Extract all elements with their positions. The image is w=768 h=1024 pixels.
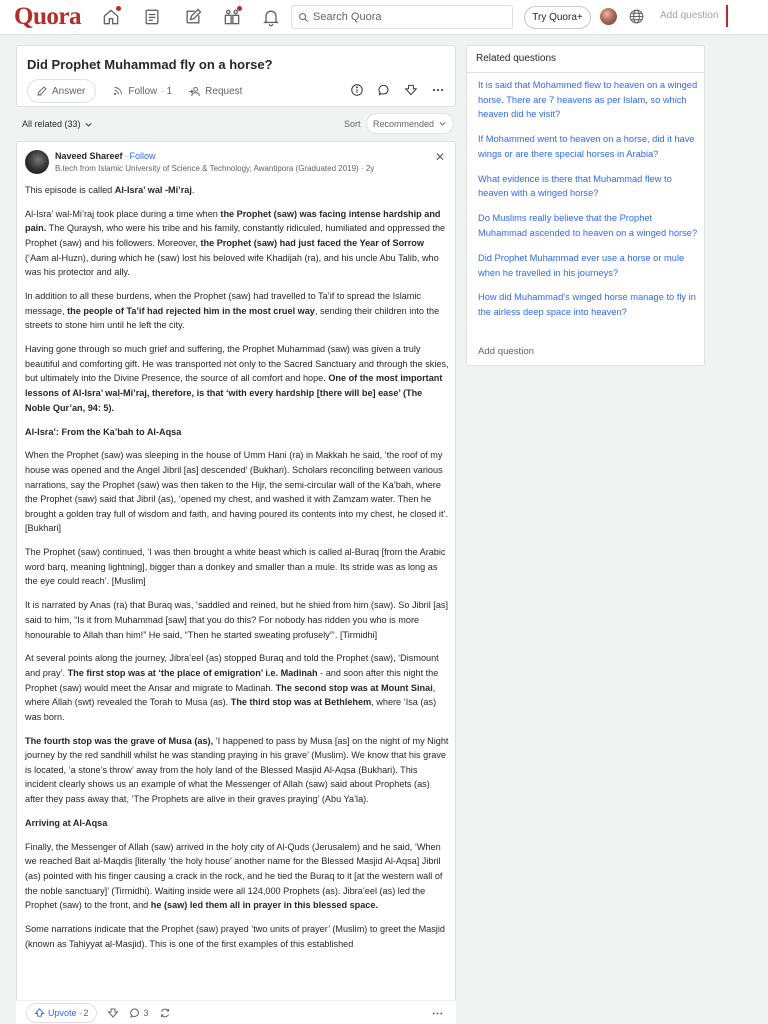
chevron-down-icon [438, 119, 447, 128]
text-run: (‘Aam al-Huzn), during which he (saw) lost his beloved wife Khadijah (ra), and his uncle Abu Talib, who was his protector and ally. [25, 252, 439, 278]
follow-question-button[interactable] [112, 85, 172, 97]
upvote-label: Upvote [48, 1007, 77, 1018]
request-button[interactable] [188, 85, 242, 98]
add-question-link[interactable]: Add question [660, 10, 719, 21]
sort-label: Sort [344, 119, 361, 129]
follow-label: Follow [128, 85, 158, 97]
sort-value: Recommended [372, 118, 435, 129]
sort-bar [16, 113, 456, 135]
related-questions-list [478, 78, 698, 330]
text-run: The Quraysh, who were his tribe and his family, constantly ridiculed, humiliated and oppressed the Prophet (saw) and his followers. Moreover, [25, 223, 446, 249]
text-run: Finally, the Messenger of Allah (saw) arrived in the holy city of Al-Quds (Jerusalem) and he said, ‘When we reached Bait al-Maqdis [literally ‘the holy house’ another name for the Blessed Masjid Al-Aqsa] Jibril (as) pointed with his finger causing a crack in the rock, and he tied the Buraq to it [at the western wall of the noble sanctuary]’ (Tirmidhi). Waiting inside were all 124,000 Prophets (as). Jibra’eel (as) led the Prophet (saw) to the front, and [25, 841, 443, 911]
user-avatar[interactable] [600, 8, 617, 25]
spaces-icon[interactable] [220, 5, 244, 29]
answer-paragraph [25, 545, 449, 589]
question-card [16, 45, 456, 107]
comment-icon[interactable] [377, 83, 391, 97]
bold-text: the Prophet (saw) was facing intense hardship and pain. [25, 208, 441, 234]
bold-text: One of the most important lessons of Al-Isra’ wal-Mi’raj, therefore, is that ‘with every hardship [there will be] ease’ (The Noble Qur’an, 94: 5). [25, 373, 443, 413]
bold-text: Al-Isra’: From the Ka’bah to Al-Aqsa [25, 426, 182, 437]
add-question-divider [726, 5, 728, 27]
author-name[interactable]: Naveed Shareef [55, 151, 123, 161]
home-icon[interactable] [99, 5, 123, 29]
answer-button[interactable] [27, 79, 96, 103]
all-related-label: All related (33) [22, 119, 81, 129]
upvote-button[interactable] [26, 1003, 97, 1023]
related-question-link[interactable]: It is said that Mohammed flew to heaven on a winged horse. There are 7 heavens as per Islam, so which heaven did he visit? [478, 80, 698, 120]
search-icon [298, 12, 309, 23]
bold-text: Al-Isra’ wal -Mi’raj [114, 185, 192, 195]
notification-dot [237, 6, 242, 11]
downvote-icon[interactable] [404, 83, 418, 97]
related-question-link[interactable]: What evidence is there that Muhammad flew to heaven with a winged horse? [478, 173, 672, 199]
request-label: Request [205, 85, 243, 97]
text-run: ‘I happened to pass by Musa [as] on the night of my Night journey by the red sandhill whilst he was standing praying in his grave’ (Muslim). We know that his grave is located, ‘a stone’s throw’ away from the holy land of the Blessed Masjid Al-Aqsa (Bukhari). This incident clearly shows us an example of what the Messenger of Allah (saw) said about Prophets (as) after they pass away that, ‘The Prophets are alive in their graves praying’ (Abu Ya’la). [25, 735, 449, 805]
related-questions-title: Related questions [467, 46, 704, 73]
follow-separator: · [161, 85, 165, 97]
answer-paragraph [25, 425, 449, 440]
text-run: Having gone through so much grief and suffering, the Prophet Muhammad (saw) was given a truly beautiful and comforting gift. He was transported not only to the Sacred Sanctuary and through the skies, but ultimately into the Divine Presence, the source of all comfort and hope. [25, 344, 449, 384]
text-run: , where Allah (swt) revealed the Torah to Musa (as). [25, 682, 436, 708]
language-globe-icon[interactable] [628, 8, 645, 25]
text-run: , sending their children into the streets to stone him until he left the city. [25, 305, 440, 331]
bold-text: The fourth stop was the grave of Musa (as), [25, 735, 214, 746]
upvote-separator: · [79, 1007, 83, 1018]
author-credential: B.tech from Islamic University of Science & Technology, Awantipora (Graduated 2019) · 2y [55, 164, 375, 173]
bold-text: The first stop was at ‘the place of emigration’ i.e. Madinah [67, 668, 318, 678]
follow-count: 1 [166, 85, 173, 97]
try-quora-plus-button[interactable]: Try Quora+ [524, 6, 591, 29]
notifications-icon[interactable] [259, 5, 283, 29]
search-input[interactable] [291, 5, 513, 29]
answer-paragraph [25, 342, 449, 415]
related-question-link[interactable]: Do Muslims really believe that the Prophet Muhammad ascended to heaven on a winged horse? [478, 213, 698, 238]
text-run: In addition to all these burdens, when the Prophet (saw) had travelled to Ta’if to spread the Islamic message, [25, 291, 421, 316]
bold-text: he (saw) led them all in prayer in this blessed space. [150, 900, 378, 911]
text-run: When the Prophet (saw) was sleeping in the house of Umm Hani (ra) in Makkah he said, ‘the roof of my house was opened and the Angel Jibril [as] descended’ (Bukhari). Scholars reconciling between various narrations, say the Prophet (saw) was then taken to the Hijr, the semi-circular wall of the Ka’bah, where the Prophet (saw) said that Jibril (as), ‘opened my chest, and washed it with Zamzam water. Then he brought a golden tray full of wisdom and faith, and having poured its contents into my chest, he closed it’. [Bukhari] [25, 450, 449, 534]
bold-text: The third stop was at Bethlehem [230, 697, 372, 708]
text-run: , where ‘Isa (as) was born. [25, 697, 437, 722]
bold-text: the people of Ta’if had rejected him in the most cruel way [67, 305, 315, 316]
all-related-filter[interactable] [22, 119, 93, 129]
add-question-link[interactable]: Add question [478, 346, 535, 357]
answer-paragraph [25, 598, 449, 642]
author-avatar[interactable] [25, 150, 49, 174]
related-question-link[interactable]: Did Prophet Muhammad ever use a horse or mule when he travelled in his journeys? [478, 252, 685, 278]
text-run: At several points along the journey, Jibra’eel (as) stopped Buraq and told the Prophet (saw), ‘Dismount and pray’. [25, 653, 439, 678]
answer-paragraph [25, 207, 449, 280]
text-run: Al-Isra’ wal-Mi’raj took place during a time when [25, 208, 221, 219]
text-run: This episode is called [25, 185, 115, 195]
bold-text: the Prophet (saw) had just faced the Year of Sorrow [200, 238, 424, 249]
follow-author-link[interactable]: Follow [129, 151, 156, 161]
chevron-down-icon [84, 120, 93, 129]
notification-dot [116, 6, 121, 11]
bold-text: Arriving at Al-Aqsa [25, 817, 108, 828]
downvote-icon[interactable] [107, 1007, 119, 1019]
text-run: . [191, 185, 195, 195]
share-icon[interactable] [159, 1007, 171, 1019]
close-icon[interactable]: ✕ [434, 150, 445, 164]
answer-body [25, 183, 449, 961]
bold-text: The second stop was at Mount Sinai [275, 682, 433, 693]
answer-paragraph [25, 922, 449, 951]
author-line [55, 151, 156, 161]
answer-label: Answer [52, 85, 86, 97]
quora-logo[interactable]: Quora [14, 3, 81, 30]
sort-dropdown[interactable] [366, 113, 454, 134]
comment-icon [129, 1007, 141, 1019]
question-actions [27, 79, 242, 103]
answer-paragraph [25, 448, 449, 536]
comment-count: 3 [143, 1007, 149, 1018]
answer-card [16, 141, 456, 1024]
info-icon[interactable] [350, 83, 364, 97]
search-placeholder: Search Quora [313, 11, 382, 23]
text-run: The Prophet (saw) continued, ‘I was then brought a white beast which is called al-Buraq [from the Arabic word barq, meaning lightning], bigger than a donkey and smaller than a mule. Its stride was as long as the eye could reach’. [Muslim] [25, 547, 446, 587]
top-navigation-bar [0, 0, 768, 35]
related-question-link[interactable]: If Mohammed went to heaven on a horse, did it have wings or are there special horses in Arabia? [478, 134, 695, 159]
comments-button[interactable] [129, 1007, 149, 1019]
related-question-link[interactable]: How did Muhammad’s winged horse manage to fly in the airless deep space into heaven? [478, 292, 696, 318]
more-options-icon[interactable] [431, 83, 445, 97]
following-icon[interactable] [140, 5, 164, 29]
answer-paragraph [25, 840, 449, 913]
answer-icon[interactable] [181, 5, 205, 29]
text-run: Some narrations indicate that the Prophet (saw) prayed ‘two units of prayer’ (Muslim) to greet the Masjid (known as Tahiyyat al-Masjid). This is one of the first examples of this established [25, 924, 445, 949]
upvote-icon [34, 1007, 45, 1018]
text-run: It is narrated by Anas (ra) that Buraq was, ‘saddled and reined, but he shied from him (saw). So Jibril [as] said to him, “Is it from Muhammad [saw] that you do this? For nobody has ridden you who is more honourable to Allah than him!” He said, “Then he started sweating profusely”’. [Tirmidhi] [25, 600, 448, 640]
request-user-icon [188, 85, 201, 98]
answer-paragraph [25, 651, 449, 724]
separator-dot: · [124, 151, 128, 161]
upvote-count: 2 [83, 1007, 89, 1018]
text-run: - and soon after this night the Prophet (saw) would meet the Ansar and migrate to Madinah. [25, 668, 439, 693]
pencil-icon [36, 85, 48, 97]
answer-action-bar [16, 1000, 456, 1024]
more-options-icon[interactable] [431, 1007, 444, 1020]
related-questions-card [466, 45, 705, 366]
follow-rss-icon [112, 85, 124, 97]
answer-paragraph [25, 183, 449, 198]
answer-paragraph [25, 289, 449, 333]
question-secondary-actions [337, 83, 445, 97]
question-title[interactable]: Did Prophet Muhammad fly on a horse? [27, 57, 273, 72]
answer-paragraph [25, 816, 449, 831]
answer-paragraph [25, 734, 449, 807]
